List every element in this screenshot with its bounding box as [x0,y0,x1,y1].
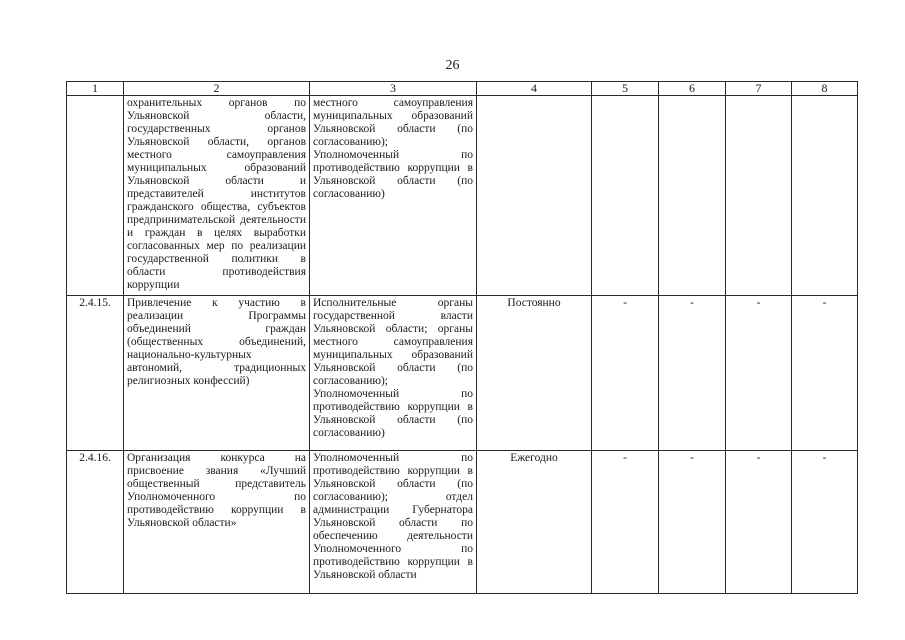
funding-cell-8 [792,96,858,296]
row-number [67,96,124,296]
page-number: 26 [445,58,460,73]
table-row [67,96,858,296]
funding-cell-6 [659,96,726,296]
table-header-row [67,82,858,96]
col-header-3: 3 [310,82,477,96]
funding-cell-5: - [592,296,659,451]
funding-cell-7: - [726,296,792,451]
measure-cell: Привлечение к участию в реализации Программы объединений граждан (общественных объединений, национально-культурных автономий, традиционных религиозных конфессий) [124,296,310,451]
term-cell: Постоянно [477,296,592,451]
table-row [67,296,858,451]
executors-cell: местного самоуправления муниципальных образований Ульяновской области (по согласованию); Уполномоченный по противодействию коррупции в Ульяновской области (по согласованию) [310,96,477,296]
row-number: 2.4.15. [67,296,124,451]
col-header-7: 7 [726,82,792,96]
measure-cell: Организация конкурса на присвоение звания «Лучший общественный представитель Уполномоченного по противодействию коррупции в Ульяновской области» [124,451,310,594]
term-cell [477,96,592,296]
funding-cell-7: - [726,451,792,594]
funding-cell-8: - [792,296,858,451]
funding-cell-7 [726,96,792,296]
col-header-2: 2 [124,82,310,96]
program-table [66,81,858,594]
executors-cell: Уполномоченный по противодействию коррупции в Ульяновской области (по согласованию); отдел администрации Губернатора Ульяновской области по обеспечению деятельности Уполномоченного по противодействию коррупции в Ульяновской области [310,451,477,594]
table-row [67,451,858,594]
col-header-6: 6 [659,82,726,96]
funding-cell-6: - [659,296,726,451]
col-header-5: 5 [592,82,659,96]
col-header-1: 1 [67,82,124,96]
funding-cell-8: - [792,451,858,594]
col-header-4: 4 [477,82,592,96]
term-cell: Ежегодно [477,451,592,594]
funding-cell-6: - [659,451,726,594]
measure-cell: охранительных органов по Ульяновской области, государственных органов Ульяновской области, органов местного самоуправления муниципальных образований Ульяновской области и представителей институтов гражданского общества, субъектов предпринимательской деятельности и граждан в целях выработки согласованных мер по реализации государственной политики в области противодействия коррупции [124,96,310,296]
funding-cell-5: - [592,451,659,594]
row-number: 2.4.16. [67,451,124,594]
col-header-8: 8 [792,82,858,96]
executors-cell: Исполнительные органы государственной власти Ульяновской области; органы местного самоуправления муниципальных образований Ульяновской области (по согласованию); Уполномоченный по противодействию коррупции в Ульяновской области (по согласованию) [310,296,477,451]
funding-cell-5 [592,96,659,296]
